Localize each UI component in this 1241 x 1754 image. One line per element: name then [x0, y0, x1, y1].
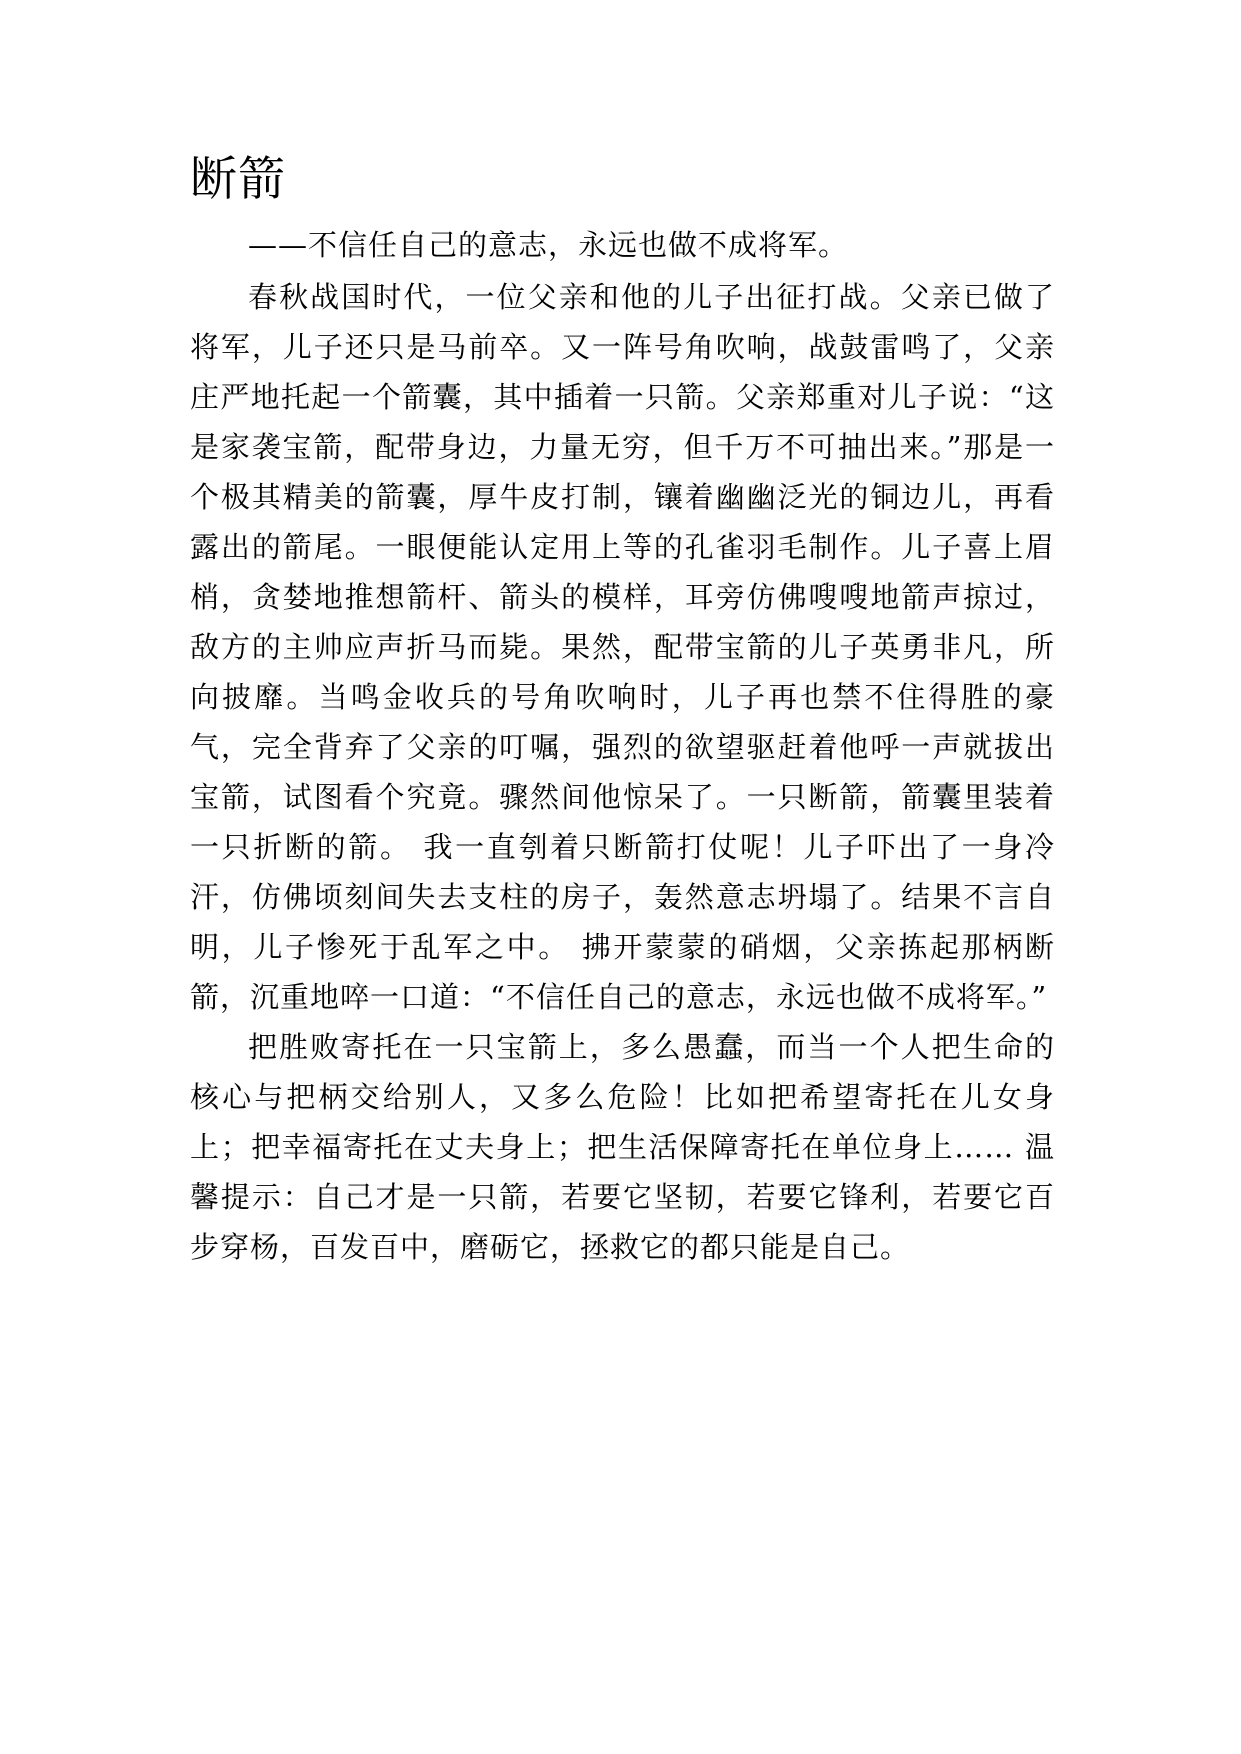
document-body — [190, 148, 1055, 1272]
document-subtitle: ——不信任自己的意志，永远也做不成将军。 — [248, 228, 849, 262]
paragraph-story: 春秋战国时代，一位父亲和他的儿子出征打战。父亲已做了将军，儿子还只是马前卒。又一阵号角吹响，战鼓雷鸣了，父亲庄严地托起一个箭囊，其中插着一只箭。父亲郑重对儿子说：“这是家袭宝箭，配带身边，力量无穷，但千万不可抽出来。”那是一个极其精美的箭囊，厚牛皮打制，镶着幽幽泛光的铜边儿，再看露出的箭尾。一眼便能认定用上等的孔雀羽毛制作。儿子喜上眉梢，贪婪地推想箭杆、箭头的模样，耳旁仿佛嗖嗖地箭声掠过，敌方的主帅应声折马而毙。果然，配带宝箭的儿子英勇非凡，所向披靡。当鸣金收兵的号角吹响时，儿子再也禁不住得胜的豪气，完全背弃了父亲的叮嘱，强烈的欲望驱赶着他呼一声就拔出宝箭，试图看个究竟。骤然间他惊呆了。一只断箭，箭囊里装着一只折断的箭。 我一直刳着只断箭打仗呢！儿子吓出了一身冷汗，仿佛顷刻间失去支柱的房子，轰然意志坍塌了。结果不言自明，儿子惨死于乱军之中。 拂开蒙蒙的硝烟，父亲拣起那柄断箭，沉重地啐一口道：“不信任自己的意志，永远也做不成将军。” — [190, 280, 1055, 1014]
document-title: 断箭 — [190, 152, 286, 207]
paragraph-reflection: 把胜败寄托在一只宝箭上，多么愚蠢，而当一个人把生命的核心与把柄交给别人，又多么危险！比如把希望寄托在儿女身上；把幸福寄托在丈夫身上；把生活保障寄托在单位身上…… 温馨提示：自己才是一只箭，若要它坚韧，若要它锋利，若要它百步穿杨，百发百中，磨砺它，拯救它的都只能是自己。 — [190, 1030, 1055, 1264]
